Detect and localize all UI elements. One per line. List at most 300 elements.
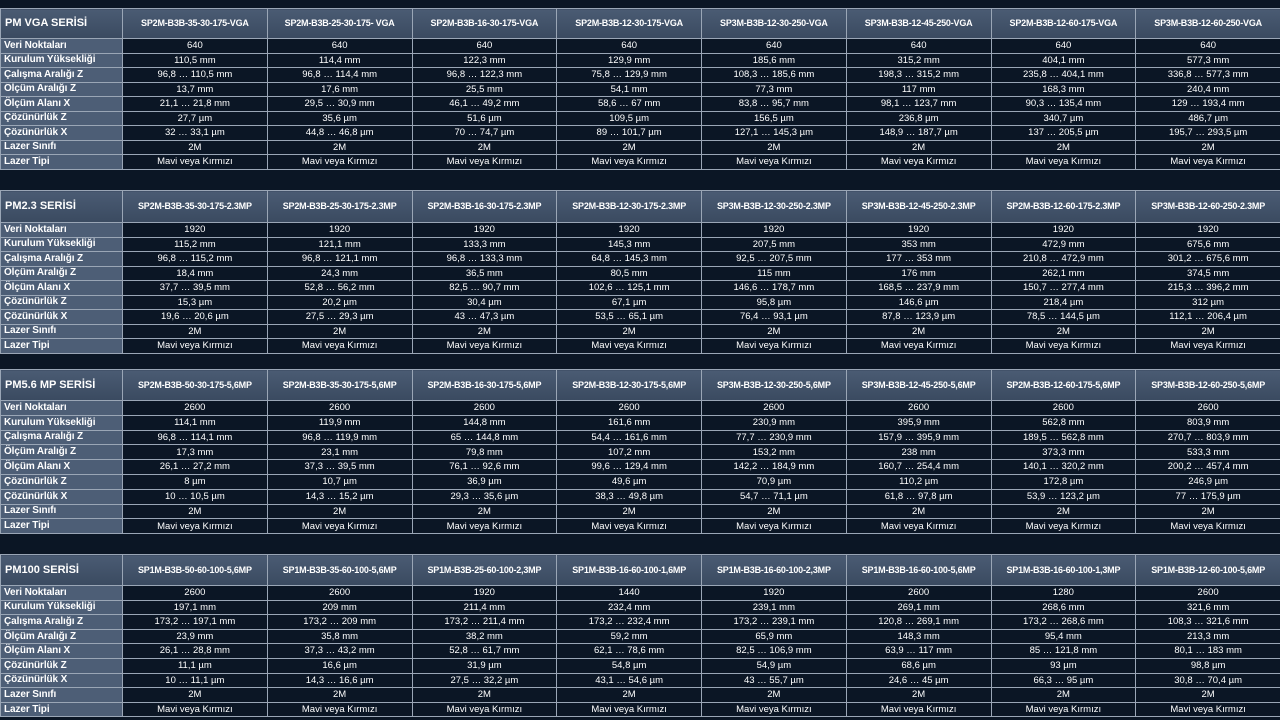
table-cell: 96,8 … 119,9 mm — [267, 430, 412, 445]
table-cell: 2M — [1136, 140, 1280, 155]
table-cell: 133,3 mm — [412, 237, 557, 252]
row-label: Lazer Tipi — [1, 155, 123, 170]
table-cell: 640 — [267, 39, 412, 54]
table-row — [1, 97, 1280, 112]
table-cell: 37,3 … 43,2 mm — [267, 644, 412, 659]
table-cell: 43 … 47,3 µm — [412, 310, 557, 325]
table-cell: 144,8 mm — [412, 415, 557, 430]
table-cell: 2M — [123, 688, 268, 703]
table-cell: 211,4 mm — [412, 600, 557, 615]
table-cell: 32 … 33,1 µm — [123, 126, 268, 141]
table-cell: 37,7 … 39,5 mm — [123, 281, 268, 296]
table-cell: 95,4 mm — [991, 629, 1136, 644]
table-cell: 2M — [1136, 688, 1280, 703]
table-row — [1, 504, 1280, 519]
model-header: SP3M-B3B-12-45-250-2.3MP — [846, 191, 991, 223]
row-label: Çözünürlük Z — [1, 295, 123, 310]
table-row — [1, 586, 1280, 601]
table-cell: 230,9 mm — [702, 415, 847, 430]
model-header: SP3M-B3B-12-30-250-2.3MP — [702, 191, 847, 223]
table-cell: 236,8 µm — [846, 111, 991, 126]
table-cell: 96,8 … 114,4 mm — [267, 68, 412, 83]
table-cell: 96,8 … 115,2 mm — [123, 252, 268, 267]
table-cell: 1920 — [557, 223, 702, 238]
table-cell: 95,8 µm — [702, 295, 847, 310]
table-cell: 146,6 … 178,7 mm — [702, 281, 847, 296]
table-cell: 2M — [846, 140, 991, 155]
series-title: PM2.3 SERİSİ — [1, 191, 123, 223]
table-cell: 235,8 … 404,1 mm — [991, 68, 1136, 83]
table-cell: 67,1 µm — [557, 295, 702, 310]
table-cell: 160,7 … 254,4 mm — [846, 460, 991, 475]
spec-table — [0, 190, 1280, 354]
table-cell: 121,1 mm — [267, 237, 412, 252]
table-cell: Mavi veya Kırmızı — [991, 339, 1136, 354]
row-label: Kurulum Yüksekliği — [1, 415, 123, 430]
row-label: Kurulum Yüksekliği — [1, 53, 123, 68]
row-label: Ölçüm Alanı X — [1, 460, 123, 475]
table-cell: 92,5 … 207,5 mm — [702, 252, 847, 267]
table-cell: 2600 — [991, 401, 1136, 416]
table-cell: 640 — [702, 39, 847, 54]
row-label: Çözünürlük X — [1, 126, 123, 141]
model-header: SP2M-B3B-35-30-175-2.3MP — [123, 191, 268, 223]
table-cell: 49,6 µm — [557, 474, 702, 489]
table-cell: 62,1 … 78,6 mm — [557, 644, 702, 659]
table-cell: 148,9 … 187,7 µm — [846, 126, 991, 141]
table-cell: 63,9 … 117 mm — [846, 644, 991, 659]
table-cell: Mavi veya Kırmızı — [846, 702, 991, 717]
table-cell: 77,7 … 230,9 mm — [702, 430, 847, 445]
table-cell: 122,3 mm — [412, 53, 557, 68]
table-cell: 1920 — [702, 586, 847, 601]
table-cell: 35,6 µm — [267, 111, 412, 126]
model-header: SP3M-B3B-12-45-250-5,6MP — [846, 370, 991, 401]
row-label: Çalışma Aralığı Z — [1, 615, 123, 630]
model-header: SP2M-B3B-16-30-175-VGA — [412, 9, 557, 39]
table-cell: 78,5 … 144,5 µm — [991, 310, 1136, 325]
table-cell: 2600 — [123, 401, 268, 416]
row-label: Veri Noktaları — [1, 39, 123, 54]
table-row — [1, 615, 1280, 630]
table-cell: 70,9 µm — [702, 474, 847, 489]
row-label: Çözünürlük X — [1, 673, 123, 688]
table-cell: Mavi veya Kırmızı — [846, 339, 991, 354]
series-title: PM100 SERİSİ — [1, 555, 123, 586]
table-cell: Mavi veya Kırmızı — [557, 155, 702, 170]
table-cell: 107,2 mm — [557, 445, 702, 460]
table-cell: 2M — [1136, 504, 1280, 519]
table-cell: 14,3 … 15,2 µm — [267, 489, 412, 504]
table-cell: 262,1 mm — [991, 266, 1136, 281]
table-row — [1, 310, 1280, 325]
table-cell: 148,3 mm — [846, 629, 991, 644]
row-label: Çözünürlük Z — [1, 658, 123, 673]
table-cell: 96,8 … 133,3 mm — [412, 252, 557, 267]
table-cell: Mavi veya Kırmızı — [846, 155, 991, 170]
table-cell: 26,1 … 28,8 mm — [123, 644, 268, 659]
row-label: Ölçüm Alanı X — [1, 97, 123, 112]
table-cell: 2600 — [846, 401, 991, 416]
row-label: Lazer Sınıfı — [1, 324, 123, 339]
model-header: SP1M-B3B-12-60-100-5,6MP — [1136, 555, 1280, 586]
table-cell: 37,3 … 39,5 mm — [267, 460, 412, 475]
table-cell: 640 — [557, 39, 702, 54]
table-cell: 82,5 … 90,7 mm — [412, 281, 557, 296]
table-cell: 29,5 … 30,9 mm — [267, 97, 412, 112]
table-cell: Mavi veya Kırmızı — [267, 519, 412, 534]
table-row — [1, 474, 1280, 489]
table-cell: 127,1 … 145,3 µm — [702, 126, 847, 141]
table-cell: 53,9 … 123,2 µm — [991, 489, 1136, 504]
spec-table — [0, 8, 1280, 170]
model-header: SP2M-B3B-35-30-175-5,6MP — [267, 370, 412, 401]
table-cell: 96,8 … 121,1 mm — [267, 252, 412, 267]
table-cell: 96,8 … 114,1 mm — [123, 430, 268, 445]
table-cell: 2M — [123, 504, 268, 519]
table-cell: 87,8 … 123,9 µm — [846, 310, 991, 325]
table-cell: 2M — [123, 140, 268, 155]
table-cell: 35,8 mm — [267, 629, 412, 644]
table-cell: 238 mm — [846, 445, 991, 460]
table-cell: 2600 — [123, 586, 268, 601]
table-row — [1, 126, 1280, 141]
table-cell: 52,8 … 56,2 mm — [267, 281, 412, 296]
table-cell: 98,8 µm — [1136, 658, 1280, 673]
table-cell: 19,6 … 20,6 µm — [123, 310, 268, 325]
table-cell: 173,2 … 239,1 mm — [702, 615, 847, 630]
table-cell: 51,6 µm — [412, 111, 557, 126]
table-cell: 76,1 … 92,6 mm — [412, 460, 557, 475]
table-cell: 112,1 … 206,4 µm — [1136, 310, 1280, 325]
table-cell: 108,3 … 321,6 mm — [1136, 615, 1280, 630]
table-cell: 21,1 … 21,8 mm — [123, 97, 268, 112]
table-header-row — [1, 191, 1280, 223]
model-header: SP2M-B3B-12-30-175-5,6MP — [557, 370, 702, 401]
table-cell: 99,6 … 129,4 mm — [557, 460, 702, 475]
table-cell: 54,1 mm — [557, 82, 702, 97]
table-cell: 195,7 … 293,5 µm — [1136, 126, 1280, 141]
table-row — [1, 460, 1280, 475]
table-cell: 2M — [991, 324, 1136, 339]
table-cell: 30,8 … 70,4 µm — [1136, 673, 1280, 688]
table-cell: 46,1 … 49,2 mm — [412, 97, 557, 112]
table-cell: 2600 — [1136, 586, 1280, 601]
table-cell: 2M — [123, 324, 268, 339]
table-row — [1, 82, 1280, 97]
table-cell: 209 mm — [267, 600, 412, 615]
table-cell: 2M — [557, 688, 702, 703]
table-cell: 176 mm — [846, 266, 991, 281]
table-header-row — [1, 370, 1280, 401]
table-cell: 96,8 … 122,3 mm — [412, 68, 557, 83]
table-cell: 1920 — [1136, 223, 1280, 238]
table-cell: 1920 — [991, 223, 1136, 238]
table-cell: 54,4 … 161,6 mm — [557, 430, 702, 445]
table-row — [1, 658, 1280, 673]
table-cell: Mavi veya Kırmızı — [846, 519, 991, 534]
table-cell: 373,3 mm — [991, 445, 1136, 460]
row-label: Lazer Tipi — [1, 339, 123, 354]
table-cell: 1920 — [412, 586, 557, 601]
table-cell: 24,6 … 45 µm — [846, 673, 991, 688]
table-cell: 2M — [991, 140, 1136, 155]
table-cell: 640 — [1136, 39, 1280, 54]
table-cell: 269,1 mm — [846, 600, 991, 615]
model-header: SP3M-B3B-12-60-250-5,6MP — [1136, 370, 1280, 401]
table-cell: 110,2 µm — [846, 474, 991, 489]
table-cell: 2M — [557, 504, 702, 519]
table-cell: 65,9 mm — [702, 629, 847, 644]
table-cell: 54,7 … 71,1 µm — [702, 489, 847, 504]
table-cell: 77,3 mm — [702, 82, 847, 97]
table-row — [1, 445, 1280, 460]
row-label: Ölçüm Aralığı Z — [1, 445, 123, 460]
table-cell: 2M — [267, 504, 412, 519]
table-cell: 2M — [557, 140, 702, 155]
model-header: SP2M-B3B-12-60-175-VGA — [991, 9, 1136, 39]
table-cell: 109,5 µm — [557, 111, 702, 126]
table-cell: 26,1 … 27,2 mm — [123, 460, 268, 475]
table-cell: 18,4 mm — [123, 266, 268, 281]
table-cell: 239,1 mm — [702, 600, 847, 615]
table-cell: 2M — [846, 324, 991, 339]
table-cell: Mavi veya Kırmızı — [702, 339, 847, 354]
table-cell: 25,5 mm — [412, 82, 557, 97]
table-cell: 2600 — [267, 401, 412, 416]
table-cell: 675,6 mm — [1136, 237, 1280, 252]
model-header: SP2M-B3B-12-30-175-2.3MP — [557, 191, 702, 223]
table-cell: Mavi veya Kırmızı — [267, 339, 412, 354]
model-header: SP2M-B3B-16-30-175-5,6MP — [412, 370, 557, 401]
table-cell: 173,2 … 209 mm — [267, 615, 412, 630]
table-cell: 562,8 mm — [991, 415, 1136, 430]
series-title: PM VGA SERİSİ — [1, 9, 123, 39]
table-header-row — [1, 9, 1280, 39]
table-cell: Mavi veya Kırmızı — [557, 339, 702, 354]
table-row — [1, 702, 1280, 717]
row-label: Lazer Tipi — [1, 519, 123, 534]
table-cell: 29,3 … 35,6 µm — [412, 489, 557, 504]
table-cell: 64,8 … 145,3 mm — [557, 252, 702, 267]
table-cell: Mavi veya Kırmızı — [702, 155, 847, 170]
row-label: Lazer Sınıfı — [1, 504, 123, 519]
table-row — [1, 237, 1280, 252]
table-cell: 76,4 … 93,1 µm — [702, 310, 847, 325]
table-cell: 640 — [846, 39, 991, 54]
table-cell: 10 … 10,5 µm — [123, 489, 268, 504]
table-cell: 161,6 mm — [557, 415, 702, 430]
table-cell: 129 … 193,4 mm — [1136, 97, 1280, 112]
table-cell: 30,4 µm — [412, 295, 557, 310]
table-cell: 77 … 175,9 µm — [1136, 489, 1280, 504]
model-header: SP3M-B3B-12-60-250-2.3MP — [1136, 191, 1280, 223]
table-cell: 268,6 mm — [991, 600, 1136, 615]
table-cell: 2M — [412, 504, 557, 519]
table-cell: 218,4 µm — [991, 295, 1136, 310]
table-row — [1, 111, 1280, 126]
series-section — [0, 554, 1280, 717]
table-cell: 53,5 … 65,1 µm — [557, 310, 702, 325]
row-label: Çalışma Aralığı Z — [1, 430, 123, 445]
row-label: Çözünürlük X — [1, 489, 123, 504]
model-header: SP3M-B3B-12-45-250-VGA — [846, 9, 991, 39]
model-header: SP1M-B3B-50-60-100-5,6MP — [123, 555, 268, 586]
table-cell: Mavi veya Kırmızı — [412, 339, 557, 354]
table-cell: Mavi veya Kırmızı — [267, 702, 412, 717]
table-cell: Mavi veya Kırmızı — [412, 702, 557, 717]
table-cell: 52,8 … 61,7 mm — [412, 644, 557, 659]
table-cell: 17,3 mm — [123, 445, 268, 460]
table-cell: 2M — [412, 324, 557, 339]
table-cell: 200,2 … 457,4 mm — [1136, 460, 1280, 475]
table-cell: 2M — [702, 140, 847, 155]
table-row — [1, 223, 1280, 238]
table-cell: 142,2 … 184,9 mm — [702, 460, 847, 475]
table-cell: Mavi veya Kırmızı — [412, 519, 557, 534]
table-cell: 61,8 … 97,8 µm — [846, 489, 991, 504]
table-cell: 353 mm — [846, 237, 991, 252]
model-header: SP1M-B3B-16-60-100-1,6MP — [557, 555, 702, 586]
table-cell: 43 … 55,7 µm — [702, 673, 847, 688]
table-row — [1, 430, 1280, 445]
table-cell: 197,1 mm — [123, 600, 268, 615]
row-label: Kurulum Yüksekliği — [1, 600, 123, 615]
table-cell: 114,4 mm — [267, 53, 412, 68]
table-cell: 82,5 … 106,9 mm — [702, 644, 847, 659]
table-cell: 8 µm — [123, 474, 268, 489]
table-cell: 2M — [267, 688, 412, 703]
table-cell: 315,2 mm — [846, 53, 991, 68]
table-cell: Mavi veya Kırmızı — [123, 155, 268, 170]
table-cell: 2M — [412, 688, 557, 703]
table-cell: 207,5 mm — [702, 237, 847, 252]
table-cell: 59,2 mm — [557, 629, 702, 644]
table-cell: 404,1 mm — [991, 53, 1136, 68]
table-cell: Mavi veya Kırmızı — [123, 702, 268, 717]
table-cell: 1920 — [846, 223, 991, 238]
table-cell: 577,3 mm — [1136, 53, 1280, 68]
row-label: Ölçüm Aralığı Z — [1, 266, 123, 281]
table-cell: Mavi veya Kırmızı — [1136, 519, 1280, 534]
table-row — [1, 39, 1280, 54]
table-cell: 58,6 … 67 mm — [557, 97, 702, 112]
table-cell: 96,8 … 110,5 mm — [123, 68, 268, 83]
table-cell: 246,9 µm — [1136, 474, 1280, 489]
row-label: Ölçüm Aralığı Z — [1, 629, 123, 644]
table-cell: 137 … 205,5 µm — [991, 126, 1136, 141]
table-cell: 83,8 … 95,7 mm — [702, 97, 847, 112]
table-cell: 336,8 … 577,3 mm — [1136, 68, 1280, 83]
table-cell: 2600 — [702, 401, 847, 416]
table-cell: 145,3 mm — [557, 237, 702, 252]
table-cell: 15,3 µm — [123, 295, 268, 310]
table-cell: 54,9 µm — [702, 658, 847, 673]
table-cell: 2M — [1136, 324, 1280, 339]
table-cell: 640 — [991, 39, 1136, 54]
model-header: SP2M-B3B-12-60-175-2.3MP — [991, 191, 1136, 223]
row-label: Lazer Tipi — [1, 702, 123, 717]
table-row — [1, 673, 1280, 688]
table-cell: 2M — [702, 688, 847, 703]
table-cell: 168,5 … 237,9 mm — [846, 281, 991, 296]
table-cell: 803,9 mm — [1136, 415, 1280, 430]
row-label: Veri Noktaları — [1, 223, 123, 238]
table-cell: 23,1 mm — [267, 445, 412, 460]
table-cell: 213,3 mm — [1136, 629, 1280, 644]
model-header: SP2M-B3B-25-30-175- VGA — [267, 9, 412, 39]
table-cell: 120,8 … 269,1 mm — [846, 615, 991, 630]
model-header: SP1M-B3B-35-60-100-5,6MP — [267, 555, 412, 586]
table-cell: 17,6 mm — [267, 82, 412, 97]
table-cell: 2M — [846, 688, 991, 703]
table-cell: 321,6 mm — [1136, 600, 1280, 615]
table-cell: 1920 — [267, 223, 412, 238]
table-cell: 232,4 mm — [557, 600, 702, 615]
table-cell: 198,3 … 315,2 mm — [846, 68, 991, 83]
table-cell: 114,1 mm — [123, 415, 268, 430]
table-cell: 44,8 … 46,8 µm — [267, 126, 412, 141]
table-row — [1, 688, 1280, 703]
table-cell: 2M — [991, 688, 1136, 703]
table-cell: 70 … 74,7 µm — [412, 126, 557, 141]
table-cell: 140,1 … 320,2 mm — [991, 460, 1136, 475]
table-cell: 472,9 mm — [991, 237, 1136, 252]
table-row — [1, 629, 1280, 644]
table-cell: 43,1 … 54,6 µm — [557, 673, 702, 688]
table-cell: 301,2 … 675,6 mm — [1136, 252, 1280, 267]
table-cell: 486,7 µm — [1136, 111, 1280, 126]
table-cell: 173,2 … 268,6 mm — [991, 615, 1136, 630]
table-cell: Mavi veya Kırmızı — [702, 702, 847, 717]
table-row — [1, 281, 1280, 296]
table-row — [1, 339, 1280, 354]
table-cell: 2600 — [412, 401, 557, 416]
table-cell: 150,7 … 277,4 mm — [991, 281, 1136, 296]
row-label: Çözünürlük X — [1, 310, 123, 325]
table-row — [1, 519, 1280, 534]
table-cell: 146,6 µm — [846, 295, 991, 310]
series-title: PM5.6 MP SERİSİ — [1, 370, 123, 401]
table-cell: Mavi veya Kırmızı — [267, 155, 412, 170]
table-cell: 173,2 … 197,1 mm — [123, 615, 268, 630]
table-cell: 1280 — [991, 586, 1136, 601]
row-label: Çalışma Aralığı Z — [1, 252, 123, 267]
table-cell: 1440 — [557, 586, 702, 601]
model-header: SP2M-B3B-50-30-175-5,6MP — [123, 370, 268, 401]
row-label: Ölçüm Alanı X — [1, 281, 123, 296]
table-cell: 119,9 mm — [267, 415, 412, 430]
table-cell: 16,6 µm — [267, 658, 412, 673]
table-cell: 173,2 … 211,4 mm — [412, 615, 557, 630]
spec-table — [0, 554, 1280, 717]
table-cell: 24,3 mm — [267, 266, 412, 281]
row-label: Veri Noktaları — [1, 401, 123, 416]
row-label: Ölçüm Alanı X — [1, 644, 123, 659]
table-cell: 533,3 mm — [1136, 445, 1280, 460]
table-row — [1, 401, 1280, 416]
table-cell: 115 mm — [702, 266, 847, 281]
table-cell: 14,3 … 16,6 µm — [267, 673, 412, 688]
table-cell: 10,7 µm — [267, 474, 412, 489]
table-cell: Mavi veya Kırmızı — [702, 519, 847, 534]
table-row — [1, 155, 1280, 170]
row-label: Veri Noktaları — [1, 586, 123, 601]
table-cell: 2M — [991, 504, 1136, 519]
table-cell: Mavi veya Kırmızı — [412, 155, 557, 170]
table-cell: 31,9 µm — [412, 658, 557, 673]
model-header: SP2M-B3B-12-60-175-5,6MP — [991, 370, 1136, 401]
